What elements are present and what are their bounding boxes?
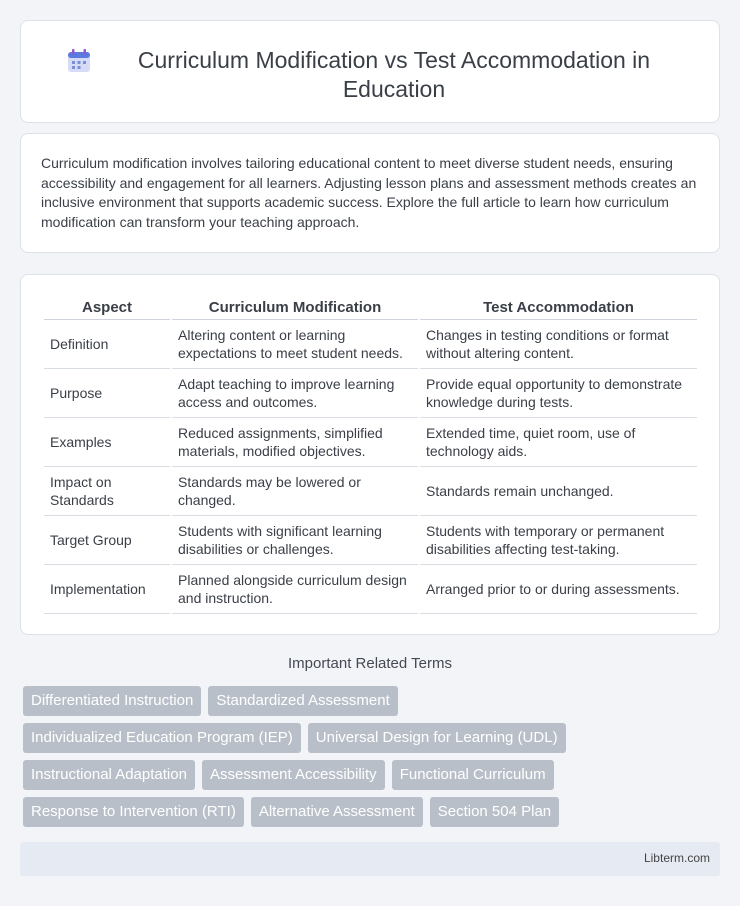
- related-term-tag[interactable]: Section 504 Plan: [430, 797, 559, 827]
- comparison-table: [42, 295, 699, 614]
- tag-row: [23, 686, 723, 716]
- cell-curriculum-modification: Reduced assignments, simplified materials, modified objectives.: [172, 418, 418, 467]
- cell-aspect: Impact on Standards: [44, 467, 170, 516]
- cell-aspect: Implementation: [44, 565, 170, 614]
- related-terms-title: Important Related Terms: [288, 655, 452, 672]
- related-term-tag[interactable]: Differentiated Instruction: [23, 686, 201, 716]
- footer-site-link[interactable]: Libterm.com: [643, 851, 710, 865]
- related-term-tag[interactable]: Alternative Assessment: [251, 797, 423, 827]
- table-row: [44, 467, 697, 516]
- related-term-tag[interactable]: Instructional Adaptation: [23, 760, 195, 790]
- intro-text: Curriculum modification involves tailoring educational content to meet diverse student needs, ensuring accessibility and engagement for all learners. Adjusting lesson plans and assessment methods creates an inclusive environment that supports academic success. Explore the full article to learn how curriculum modification can transform your teaching approach.: [41, 155, 697, 230]
- tag-row: [23, 760, 723, 790]
- related-term-tag[interactable]: Assessment Accessibility: [202, 760, 385, 790]
- cell-curriculum-modification: Students with significant learning disabilities or challenges.: [172, 516, 418, 565]
- cell-test-accommodation: Provide equal opportunity to demonstrate knowledge during tests.: [420, 369, 697, 418]
- cell-aspect: Purpose: [44, 369, 170, 418]
- cell-aspect: Definition: [44, 320, 170, 369]
- cell-test-accommodation: Standards remain unchanged.: [420, 467, 697, 516]
- cell-test-accommodation: Arranged prior to or during assessments.: [420, 565, 697, 614]
- cell-test-accommodation: Changes in testing conditions or format without altering content.: [420, 320, 697, 369]
- cell-curriculum-modification: Planned alongside curriculum design and instruction.: [172, 565, 418, 614]
- column-header-aspect: Aspect: [44, 295, 170, 320]
- cell-curriculum-modification: Adapt teaching to improve learning access and outcomes.: [172, 369, 418, 418]
- table-row: [44, 418, 697, 467]
- related-term-tag[interactable]: Response to Intervention (RTI): [23, 797, 244, 827]
- calendar-icon: [66, 48, 92, 74]
- table-row: [44, 516, 697, 565]
- cell-aspect: Target Group: [44, 516, 170, 565]
- related-term-tag[interactable]: Functional Curriculum: [392, 760, 554, 790]
- tag-row: [23, 723, 723, 753]
- cell-curriculum-modification: Altering content or learning expectations to meet student needs.: [172, 320, 418, 369]
- table-header-row: [44, 295, 697, 320]
- table-row: [44, 369, 697, 418]
- cell-test-accommodation: Students with temporary or permanent disabilities affecting test-taking.: [420, 516, 697, 565]
- tag-row: [23, 797, 723, 827]
- intro-card: [20, 133, 720, 253]
- page-title: Curriculum Modification vs Test Accommodation in Education: [137, 47, 651, 102]
- related-term-tag[interactable]: Universal Design for Learning (UDL): [308, 723, 566, 753]
- comparison-table-card: [20, 274, 720, 635]
- cell-curriculum-modification: Standards may be lowered or changed.: [172, 467, 418, 516]
- related-term-tag[interactable]: Individualized Education Program (IEP): [23, 723, 301, 753]
- header-card: [20, 20, 720, 123]
- related-terms-list: [23, 686, 723, 834]
- cell-test-accommodation: Extended time, quiet room, use of technology aids.: [420, 418, 697, 467]
- related-term-tag[interactable]: Standardized Assessment: [208, 686, 397, 716]
- column-header-curriculum-modification: Curriculum Modification: [172, 295, 418, 320]
- cell-aspect: Examples: [44, 418, 170, 467]
- footer: [20, 842, 720, 876]
- column-header-test-accommodation: Test Accommodation: [420, 295, 697, 320]
- table-row: [44, 320, 697, 369]
- table-row: [44, 565, 697, 614]
